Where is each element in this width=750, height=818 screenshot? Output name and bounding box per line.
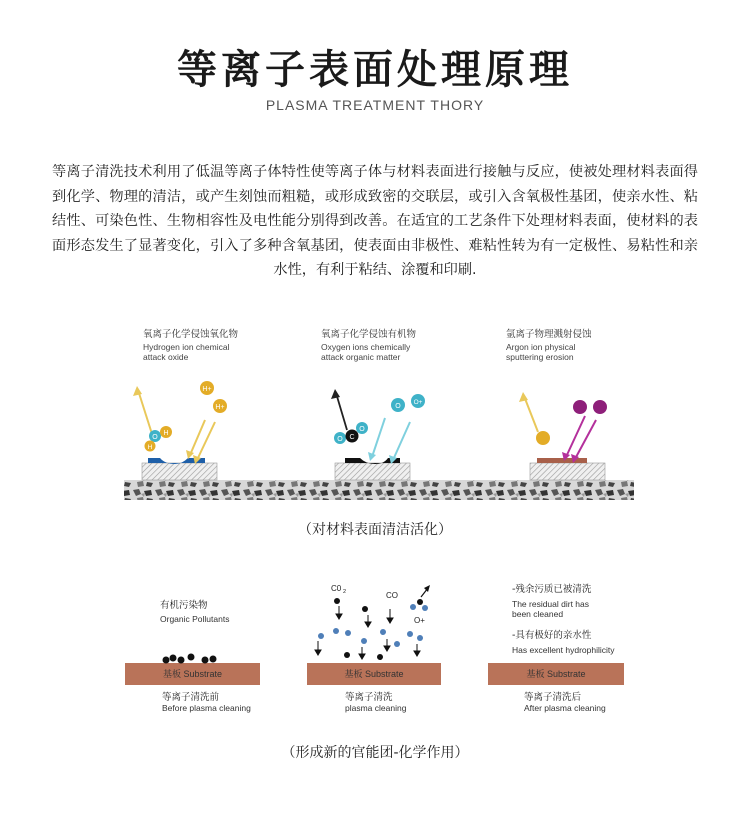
substrate-label: 基板 Substrate [162,669,223,679]
after-label-cn: 等离子清洗后 [524,692,582,703]
pollutant-particles [163,654,217,664]
svg-text:O: O [152,434,158,441]
svg-text:O: O [337,436,343,443]
svg-text:O: O [359,426,365,433]
substrate-during [307,663,441,685]
during-label-cn: 等离子清洗 [345,692,393,703]
panel2-arrow-out [336,393,347,430]
argon-atom [593,400,607,414]
panel2-base [335,463,410,480]
svg-text:O+: O+ [413,399,423,406]
panel1-title-en: Hydrogen ion chemical attack oxide [143,342,230,362]
after-note2-en: Has excellent hydrophilicity [512,645,615,655]
section2-caption: （形成新的官能团-化学作用） [281,745,469,761]
intro-paragraph: 等离子清洗技术利用了低温等离子体特性使等离子体与材料表面进行接触与反应，使被处理材料表面得到化学、物理的清洁，或产生刻蚀而粗糙，或形成致密的交联层，或引入含氧极性基团，使亲水性、粘结性、可染色性、生物相容性及电性能分别得到改善。在适宜的工艺条件下处理材料表面，使材料的表面形态发生了显著变化，引入了多种含氧基团，使表面由非极性、难粘性转为有一定极性、易粘性和亲水性，有利于粘结、涂覆和印刷. [52,164,698,278]
panel1-base [142,463,217,480]
panel3-title-en: Argon ion physical sputtering erosion [506,342,576,362]
panel3-title-cn: 氩离子物理溅射侵蚀 [506,329,592,340]
substrate-label: 基板 Substrate [526,669,586,679]
panel3-arrow-in [566,416,585,457]
svg-text:H+: H+ [202,386,212,393]
cleaning-diagram [0,575,750,665]
substrate-after [488,663,624,685]
panel2-title-en: Oxygen ions chemically attack organic matter [321,342,411,362]
svg-text:2: 2 [343,589,347,595]
svg-text:H: H [147,444,153,451]
before-label-en: Before plasma cleaning [162,703,251,713]
panel1-title-cn: 氧离子化学侵蚀氧化物 [143,329,239,340]
after-label-en: After plasma cleaning [524,703,606,713]
panel2-arrow-in [372,418,385,457]
svg-text:O: O [395,403,401,410]
sputtered-atom [536,431,550,445]
svg-text:CO: CO [386,591,398,600]
before-note-cn: 有机污染物 [160,600,208,611]
svg-text:C0: C0 [331,584,342,593]
after-note1-cn: -残余污质已被清洗 [512,584,592,595]
surface-activation-diagram [0,360,750,510]
after-note2-cn: -具有极好的亲水性 [512,630,592,641]
panel2-title-cn: 氧离子化学侵蚀有机物 [321,329,417,340]
stone-floor [124,480,634,500]
panel3-brown-layer [537,458,587,463]
argon-atom [573,400,587,414]
page-subtitle: PLASMA TREATMENT THORY [265,97,485,113]
panel3-base [530,463,605,480]
page-title: 等离子表面处理原理 [177,47,573,93]
panel2-diagram [331,389,425,480]
svg-text:H: H [163,430,169,437]
panel1-arrow-out [138,390,152,434]
after-note1-en: The residual dirt has been cleaned [512,599,590,619]
panel3-arrow-out [524,396,538,432]
substrate-label: 基板 Substrate [344,669,404,679]
before-label-cn: 等离子清洗前 [162,692,220,703]
substrate-before [125,663,260,685]
section1-caption: （对材料表面清洁活化） [298,522,452,538]
panel1-diagram [133,381,227,480]
svg-text:H+: H+ [215,404,225,411]
svg-text:C: C [349,434,355,441]
svg-text:O+: O+ [414,616,425,625]
panel3-diagram [519,392,607,480]
before-note-en: Organic Pollutants [160,614,230,624]
during-label-en: plasma cleaning [345,703,407,713]
plasma-particles [315,584,430,660]
